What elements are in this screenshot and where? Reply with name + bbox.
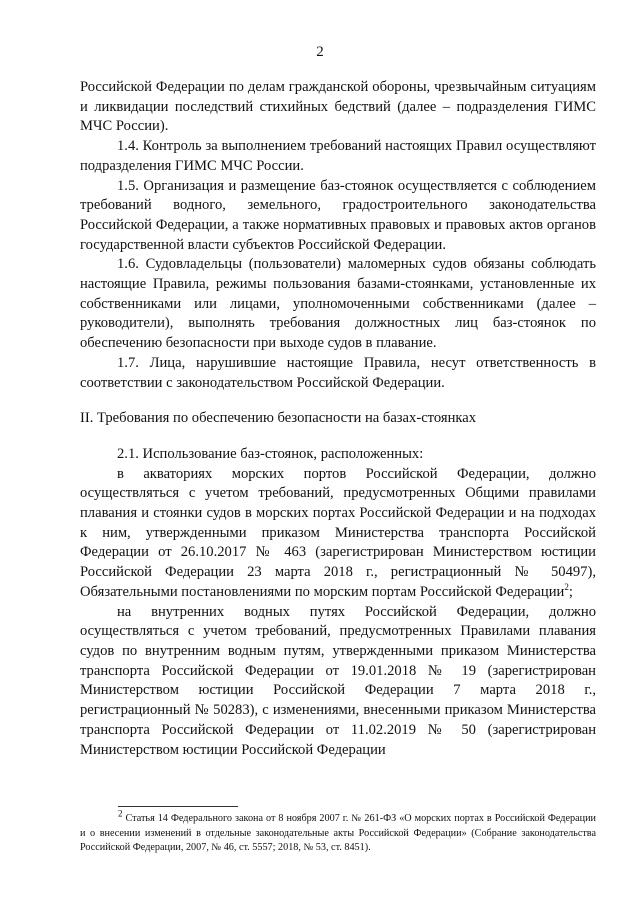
- footnote-mark: 2: [118, 808, 123, 819]
- footnote-ref-suffix: ;: [568, 583, 573, 600]
- paragraph-1-4: 1.4. Контроль за выполнением требований настоящих Правил осуществляют подразделения ГИМС МЧС России.: [80, 138, 596, 174]
- paragraph-1-7: 1.7. Лица, нарушившие настоящие Правила, несут ответственность в соответствии с законодательством Российской Федерации.: [80, 354, 596, 391]
- paragraph-sea-ports: [80, 465, 596, 603]
- paragraph-2-1: 2.1. Использование баз-стоянок, расположенных:: [117, 445, 424, 462]
- document-body: [80, 78, 596, 760]
- paragraph-1-6: 1.6. Судовладельцы (пользователи) маломерных судов обязаны соблюдать настоящие Правила, режимы пользования базами-стоянками, установленные их собственниками или лицами, уполномоченными собственниками (далее – руководители), выполнять требования должностных лиц баз-стоянок по обеспечению безопасности при выходе судов в плавание.: [80, 256, 596, 352]
- paragraph-inland-waterways: на внутренних водных путях Российской Федерации, должно осуществляться с учетом требований, предусмотренных Правилами плавания судов по внутренним водным путям, утвержденными приказом Министерства транспорта Российской Федерации от 19.01.2018 № 19 (зарегистрирован Министерством юстиции Российской Федерации 7 марта 2018 г., регистрационный № 50283), с изменениями, внесенными приказом Министерства транспорта Российской Федерации от 11.02.2019 № 50 (зарегистрирован Министерством юстиции Российской Федерации: [80, 603, 596, 758]
- paragraph-1-5: 1.5. Организация и размещение баз-стоянок осуществляется с соблюдением требований водного, земельного, градостроительного законодательства Российской Федерации, а также нормативных правовых и правовых актов органов государственной власти субъектов Российской Федерации.: [80, 177, 596, 253]
- sea-ports-text: в акваториях морских портов Российской Федерации, должно осуществляться с учетом требований, предусмотренных Общими правилами плавания и стоянки судов в морских портах Российской Федерации и на подходах к ним, утвержденными приказом Министерства транспорта Российской Федерации от 26.10.2017 № 463 (зарегистрирован Министерством юстиции Российской Федерации 23 марта 2018 г., регистрационный № 50497), Обязательными постановлениями по морским портам Российской Федерации: [80, 465, 596, 600]
- footnote-reference: 2: [564, 582, 569, 593]
- footnote: [80, 808, 596, 856]
- footnote-text: Статья 14 Федерального закона от 8 ноября 2007 г. № 261-ФЗ «О морских портах в Российской Федерации и о внесении изменений в отдельные законодательные акты Российской Федерации» (Собрание законодательства Российской Федерации, 2007, № 46, ст. 5557; 2018, № 53, ст. 8451).: [80, 813, 596, 853]
- page-number: 2: [316, 44, 324, 60]
- footnote-separator: [118, 806, 238, 807]
- section-heading: II. Требования по обеспечению безопасности на базах-стоянках: [80, 410, 477, 427]
- paragraph-continuation: Российской Федерации по делам гражданской обороны, чрезвычайным ситуациям и ликвидации последствий стихийных бедствий (далее – подразделения ГИМС МЧС России).: [80, 79, 596, 135]
